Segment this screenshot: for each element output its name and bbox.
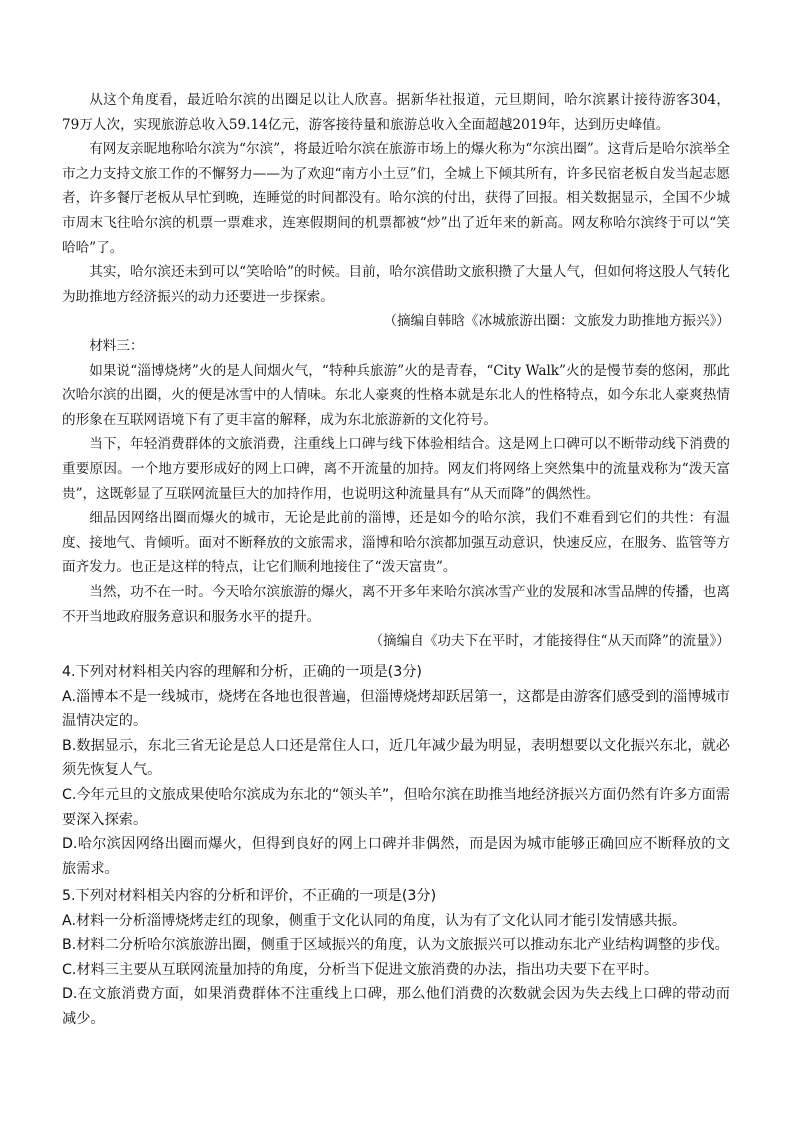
question-stem: 5.下列对材料相关内容的分析和评价，不正确的一项是(3分)	[62, 888, 437, 904]
source-citation: （摘编自《功夫下在平时，才能接得住“从天而降”的流量》）	[369, 633, 730, 650]
question-5	[62, 884, 730, 1032]
option-c: C.材料三主要从互联网流量加持的角度，分析当下促进文旅消费的办法，指出功夫要下在平时。	[62, 961, 659, 978]
paragraph: 细品因网络出圈而爆火的城市，无论是此前的淄博，还是如今的哈尔滨，我们不难看到它们的共性：有温度、接地气、肯倾听。面对不断释放的文旅需求，淄博和哈尔滨都加强互动意识，快速反应，在服务、监管等方面齐发力。也正是这样的特点，让它们顺利地接住了“泼天富贵”。	[62, 510, 730, 576]
passage-material-three	[62, 334, 730, 654]
option-b: B.材料二分析哈尔滨旅游出圈，侧重于区域振兴的角度，认为文旅振兴可以推动东北产业结构调整的步伐。	[62, 937, 729, 954]
material-heading: 材料三：	[89, 338, 144, 354]
option-b: B.数据显示，东北三省无论是总人口还是常住人口，近几年减少最为明显，表明想要以文化振兴东北，就必须先恢复人气。	[62, 737, 730, 779]
option-d: D.在文旅消费方面，如果消费群体不注重线上口碑，那么他们消费的次数就会因为失去线上口碑的带动而减少。	[62, 986, 730, 1027]
option-a: A.淄博本不是一线城市，烧烤在各地也很普遍，但淄博烧烤却跃居第一，这都是由游客们感受到的淄博城市温情决定的。	[62, 688, 730, 730]
question-stem: 4.下列对材料相关内容的理解和分析，正确的一项是(3分)	[62, 664, 422, 680]
paragraph: 当下，年轻消费群体的文旅消费，注重线上口碑与线下体验相结合。这是网上口碑可以不断带动线下消费的重要原因。一个地方要形成好的网上口碑，离不开流量的加持。网友们将网络上突然集中的流量戏称为“泼天富贵”，这既彰显了互联网流量巨大的加持作用，也说明这种流量具有“从天而降”的偶然性。	[62, 436, 730, 502]
paragraph: 从这个角度看，最近哈尔滨的出圈足以让人欣喜。据新华社报道，元旦期间，哈尔滨累计接待游客304，79万人次，实现旅游总收入59.14亿元，游客接待量和旅游总收入全面超越2019年，达到历史峰值。	[62, 92, 730, 133]
option-d: D.哈尔滨因网络出圈而爆火，但得到良好的网上口碑并非偶然，而是因为城市能够正确回应不断释放的文旅需求。	[62, 836, 730, 877]
source-citation: （摘编自韩晗《冰城旅游出圈：文旅发力助推地方振兴》）	[383, 313, 730, 330]
paragraph: 有网友亲昵地称哈尔滨为“尔滨”，将最近哈尔滨在旅游市场上的爆火称为“尔滨出圈”。这背后是哈尔滨举全市之力支持文旅工作的不懈努力——为了欢迎“南方小土豆”们，全城上下倾其所有，许多民宿老板自发当起志愿者，许多餐厅老板从早忙到晚，连睡觉的时间都没有。哈尔滨的付出，获得了回报。相关数据显示，全国不少城市周末飞往哈尔滨的机票一票难求，连寒假期间的机票都被“炒”出了近年来的新高。网友称哈尔滨终于可以“笑哈哈”了。	[62, 141, 730, 256]
paragraph: 当然，功不在一时。今天哈尔滨旅游的爆火，离不开多年来哈尔滨冰雪产业的发展和冰雪品牌的传播，也离不开当地政府服务意识和服务水平的提升。	[62, 583, 730, 625]
question-4	[62, 660, 730, 881]
option-c: C.今年元旦的文旅成果使哈尔滨成为东北的“领头羊”，但哈尔滨在助推当地经济振兴方面仍然有许多方面需要深入探索。	[62, 786, 730, 828]
paragraph: 如果说“淄博烧烤”火的是人间烟火气，“特种兵旅游”火的是青春，“City Walk”火的是慢节奏的悠闲，那此次哈尔滨的出圈，火的便是冰雪中的人情味。东北人豪爽的性格本就是东北人的性格特点，如今东北人豪爽热情的形象在互联网语境下有了更丰富的解释，成为东北旅游新的文化符号。	[62, 362, 730, 428]
option-a: A.材料一分析淄博烧烤走红的现象，侧重于文化认同的角度，认为有了文化认同才能引发情感共振。	[62, 912, 687, 929]
passage-material-two	[62, 88, 730, 334]
paragraph: 其实，哈尔滨还未到可以“笑哈哈”的时候。目前，哈尔滨借助文旅积攒了大量人气，但如何将这股人气转化为助推地方经济振兴的动力还要进一步探索。	[62, 264, 730, 305]
